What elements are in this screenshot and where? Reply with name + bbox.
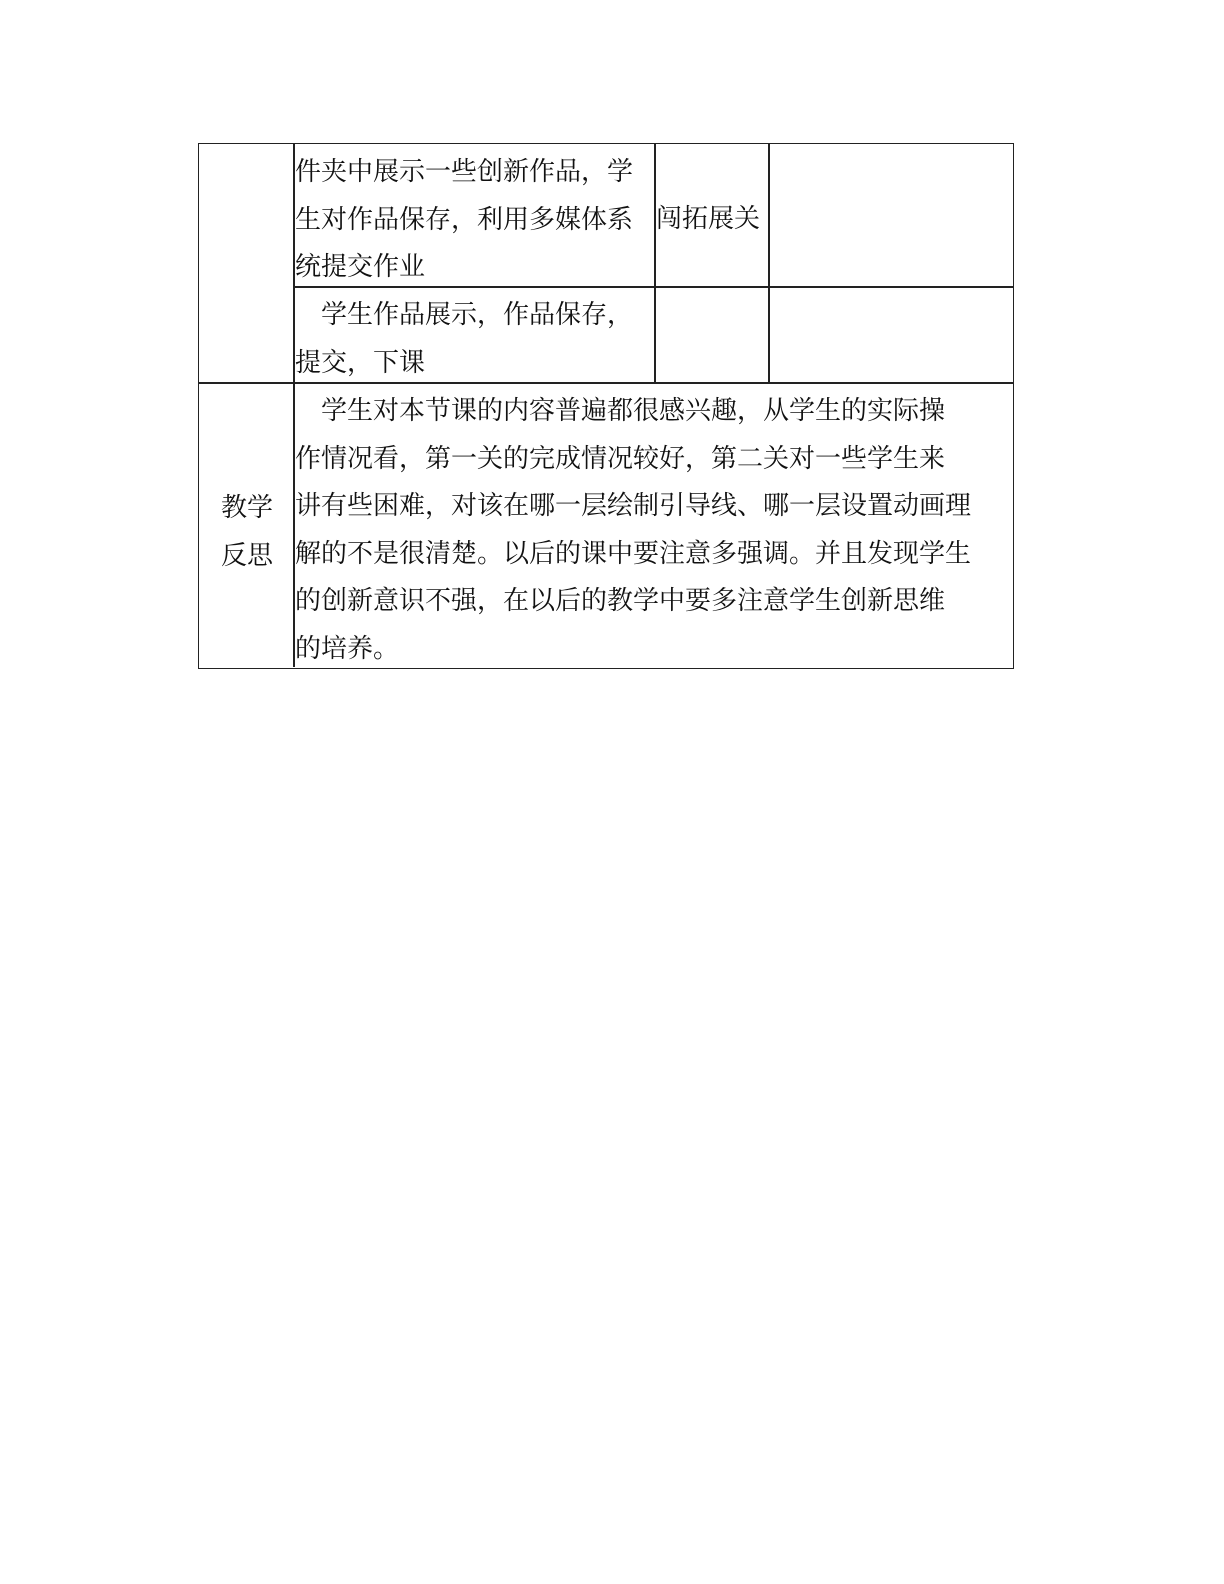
row1-activity-text: 闯拓展关 [656, 204, 761, 234]
row2-content-line: 提交，下课 [295, 347, 426, 378]
row1-content-line: 生对作品保存，利用多媒体系 [295, 204, 634, 235]
col-divider-2 [654, 144, 656, 382]
lesson-plan-table [198, 143, 1014, 669]
reflection-label-line: 反思 [220, 540, 273, 571]
row1-content-line: 件夹中展示一些创新作品，学 [295, 157, 634, 187]
reflection-label-line: 教学 [220, 493, 273, 523]
reflection-text-line: 的培养。 [295, 633, 400, 664]
row1-content-cell [295, 149, 653, 292]
reflection-text-line: 作情况看，第一关的完成情况较好，第二关对一些学生来 [295, 443, 946, 474]
row1-content-line: 统提交作业 [295, 252, 426, 282]
reflection-text-cell [295, 388, 1013, 673]
row2-content-cell [295, 292, 653, 387]
row2-content-line: 学生作品展示，作品保存， [295, 300, 634, 330]
reflection-label-cell [201, 485, 293, 580]
reflection-text-line: 学生对本节课的内容普遍都很感兴趣，从学生的实际操 [295, 396, 946, 426]
row1-activity-cell [656, 196, 768, 244]
reflection-text-line: 解的不是很清楚。以后的课中要注意多强调。并且发现学生 [295, 538, 972, 569]
col-divider-3 [768, 144, 770, 382]
reflection-text-line: 讲有些困难，对该在哪一层绘制引导线、哪一层设置动画理 [295, 491, 972, 521]
reflection-text-line: 的创新意识不强，在以后的教学中要多注意学生创新思维 [295, 586, 946, 616]
